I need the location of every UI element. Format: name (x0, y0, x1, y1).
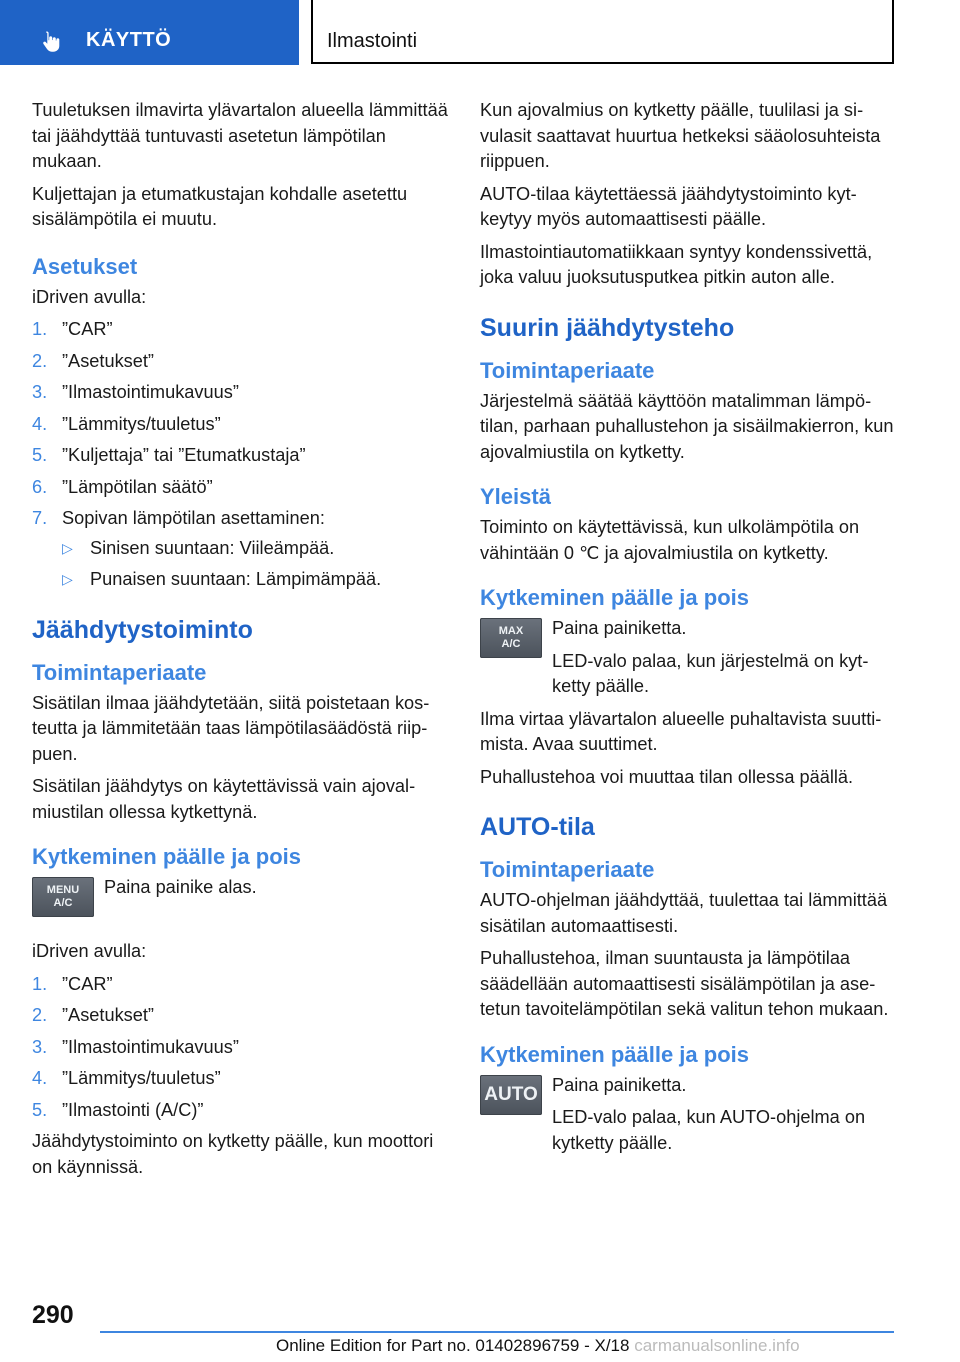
max-onoff-heading: Kytkeminen päälle ja pois (480, 585, 749, 610)
left-column (32, 98, 457, 1187)
list-item: 5. ”Ilmastointi (A/C)” (32, 1099, 204, 1120)
list-item: 7. Sopivan lämpötilan asettaminen: ▷ Sinisen suuntaan: Viileämpää. ▷ Punaisen suuntaan: Lämpimämpää. (32, 506, 457, 593)
idrive-steps (32, 972, 457, 1124)
sub-list-item: ▷ Sinisen suuntaan: Viileämpää. (62, 536, 457, 562)
intro-paragraph-2: Kuljettajan ja etumatkustajan kohdalle asetettu sisälämpötila ei muutu. (32, 183, 408, 229)
settings-intro: iDriven avulla: (32, 286, 147, 307)
general-text: Toiminto on käytettävissä, kun ulkolämpötila on vähintään 0 ℃ ja ajovalmiustila on kytketty. (480, 517, 860, 563)
hand-pointer-icon (40, 29, 64, 53)
list-item: 4. ”Lämmitys/tuuletus” (32, 1068, 221, 1088)
auto-paragraph-2: Puhallustehoa, ilman suuntausta ja lämpötilaa säädellään automaattisesti sisälämpötilan ja asetetun tavoitelämpötilan sekä valitun tehon mukaan. (480, 948, 889, 1019)
intro-paragraph-1: Tuuletuksen ilmavirta ylävartalon alueella lämmittää tai jäähdyttää tuntuvasti asetetun lämpötilan mukaan. (32, 100, 448, 171)
menu-ac-button-icon: MENU A/C (32, 877, 94, 917)
idrive-intro: iDriven avulla: (32, 941, 147, 961)
onoff-heading: Kytkeminen päälle ja pois (32, 844, 301, 869)
header-chapter-box (311, 0, 894, 64)
auto-principle-heading: Toimintaperiaate (480, 857, 655, 882)
max-air-2: Puhallustehoa voi muuttaa tilan ollessa päällä. (480, 766, 854, 787)
general-heading: Yleistä (480, 484, 551, 509)
section-title: KÄYTTÖ (86, 29, 172, 51)
list-item: 1. ”CAR” (32, 319, 113, 339)
right-paragraph-1: Kun ajovalmius on kytketty päälle, tuulilasi ja sivulasit saattavat huurtua hetkeksi sääolosuhteista riippuen. (480, 100, 881, 171)
list-item: 1. ”CAR” (32, 973, 113, 994)
max-press: Paina painiketta. (552, 618, 687, 638)
menu-instruction: Paina painike alas. (104, 877, 257, 897)
max-air-1: Ilma virtaa ylävartalon alueelle puhaltavista suuttimista. Avaa suuttimet. (480, 708, 882, 754)
max-cooling-heading: Suurin jäähdytysteho (480, 313, 735, 342)
auto-led: LED-valo palaa, kun AUTO-ohjelma on kytketty päälle. (552, 1107, 866, 1153)
list-item: 2. ”Asetukset” (32, 350, 154, 371)
auto-heading: AUTO-tila (480, 813, 595, 841)
auto-button-row (480, 1073, 900, 1157)
footer-divider (100, 1331, 894, 1333)
list-item: 6. ”Lämpötilan säätö” (32, 476, 213, 497)
auto-paragraph-1: AUTO-ohjelman jäähdyttää, tuulettaa tai lämmittää sisätilan automaattisesti. (480, 890, 888, 936)
menu-button-row (32, 875, 457, 937)
list-item: 4. ”Lämmitys/tuuletus” (32, 413, 221, 434)
page-number: 290 (32, 1301, 74, 1329)
auto-button-icon: AUTO (480, 1075, 542, 1115)
list-item: 3. ”Ilmastointimukavuus” (32, 1036, 239, 1057)
auto-press: Paina painiketta. (552, 1074, 687, 1095)
settings-steps (32, 317, 457, 593)
auto-onoff-heading: Kytkeminen päälle ja pois (480, 1041, 749, 1067)
header-section-tab (0, 0, 299, 65)
max-button-row (480, 616, 900, 700)
chapter-title: Ilmastointi (327, 30, 418, 52)
sub-list-item: ▷ Punaisen suuntaan: Lämpimämpää. (62, 567, 457, 593)
max-principle-heading: Toimintaperiaate (480, 357, 655, 383)
principle-heading: Toimintaperiaate (32, 659, 207, 685)
list-item: 5. ”Kuljettaja” tai ”Etumatkustaja” (32, 445, 306, 465)
settings-heading: Asetukset (32, 253, 138, 279)
right-column (480, 98, 900, 1163)
list-item: 2. ”Asetukset” (32, 1005, 154, 1025)
list-item: 3. ”Ilmastointimukavuus” (32, 382, 239, 402)
cooling-paragraph-2: Sisätilan jäähdytys on käytettävissä vain ajovalmiustilan ollessa kytkettynä. (32, 776, 416, 822)
watermark: carmanualsonline.info (634, 1336, 800, 1355)
triangle-bullet-icon: ▷ (62, 571, 73, 587)
footer-edition: Online Edition for Part no. 01402896759 - X/18 carmanualsonline.info (276, 1336, 800, 1355)
cooling-heading: Jäähdytystoiminto (32, 615, 253, 644)
triangle-bullet-icon: ▷ (62, 539, 73, 556)
right-paragraph-2: AUTO-tilaa käytettäessä jäähdytystoiminto kytkeytyy myös automaattisesti päälle. (480, 183, 857, 229)
cooling-paragraph-1: Sisätilan ilmaa jäähdytetään, siitä poistetaan kosteutta ja lämmitetään taas lämpötilasäädöstä riippuen. (32, 692, 430, 764)
cooling-end: Jäähdytystoiminto on kytketty päälle, kun moottori on käynnissä. (32, 1131, 434, 1177)
right-paragraph-3: Ilmastointiautomatiikkaan syntyy kondenssivettä, joka valuu juoksutusputkea pitkin auton alle. (480, 241, 873, 287)
sub-steps (62, 536, 457, 593)
max-ac-button-icon: MAX A/C (480, 618, 542, 658)
max-led: LED-valo palaa, kun järjestelmä on kytketty päälle. (552, 650, 869, 696)
max-principle-text: Järjestelmä säätää käyttöön matalimman lämpötilan, parhaan puhallustehon ja sisäilmakierron, kun ajovalmiustila on kytketty. (480, 390, 894, 462)
